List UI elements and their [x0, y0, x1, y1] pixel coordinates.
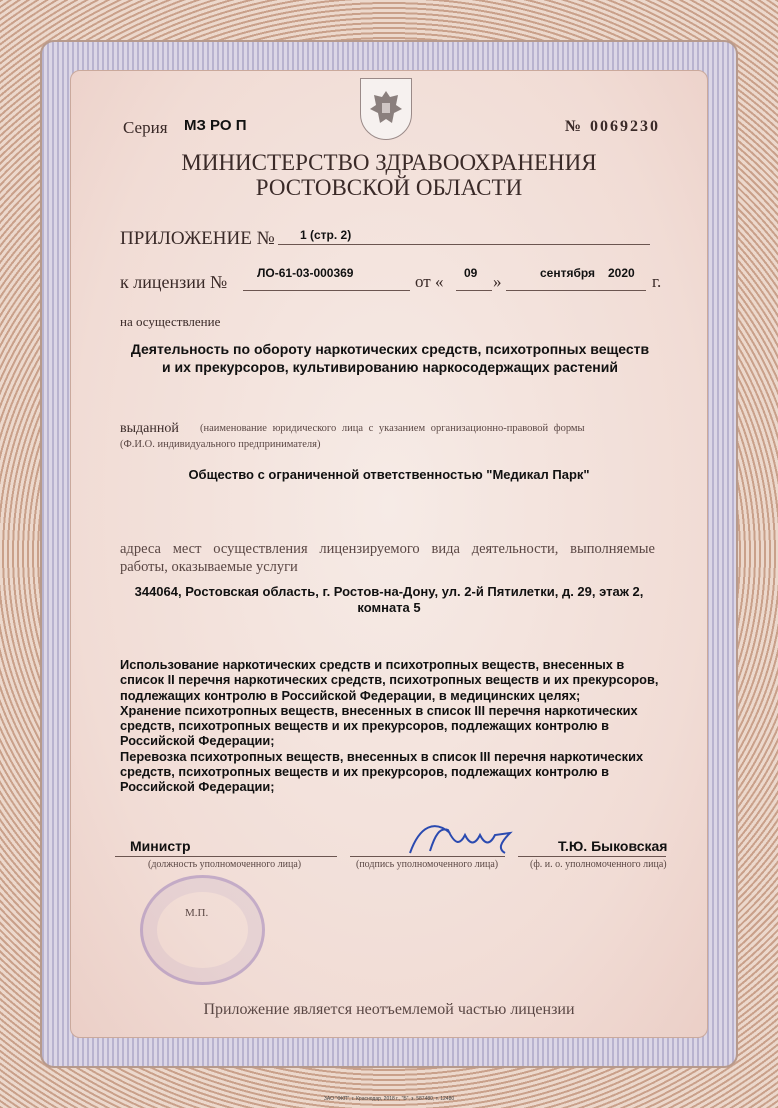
license-year: 2020: [608, 266, 635, 280]
name-hint: (ф. и. о. уполномоченного лица): [530, 859, 667, 870]
printer-imprint: ЗАО "ФКП", г. Краснодар, 2018 г., "Б", з. 587480, т. 12480: [323, 1096, 455, 1102]
footer-note: Приложение является неотъемлемой частью лицензии: [203, 1001, 575, 1018]
license-number: ЛО-61-03-000369: [257, 266, 354, 280]
service-item: Перевозка психотропных веществ, внесенных в список III перечня наркотических средств, психотропных веществ и их прекурсоров, подлежащих контролю в Российской Федерации;: [120, 748, 644, 795]
ministry-line-1: МИНИСТЕРСТВО ЗДРАВООХРАНЕНИЯ: [181, 150, 597, 175]
address-line-1: 344064, Ростовская область, г. Ростов-на-Дону, ул. 2-й Пятилетки, д. 29, этаж 2,: [134, 584, 644, 599]
activity-label: на осуществление: [120, 314, 221, 329]
ministry-line-2: РОСТОВСКОЙ ОБЛАСТИ: [255, 175, 523, 200]
series-label: Серия: [123, 118, 168, 137]
name-underline: [518, 856, 666, 857]
address-value: [0, 584, 778, 616]
issued-label: выданной: [120, 421, 179, 436]
license-month: сентября: [540, 266, 596, 280]
position-underline: [115, 856, 337, 857]
address-label: адреса мест осуществления лицензируемого вида деятельности, выполняемые работы, оказываемые услуги: [120, 541, 655, 575]
close-quote: »: [493, 272, 502, 291]
address-line-2: комната 5: [357, 600, 421, 615]
day-underline: [456, 290, 492, 291]
license-label: к лицензии №: [120, 272, 228, 292]
stamp-place-label: М.П.: [185, 907, 209, 919]
services-list: [120, 657, 660, 795]
series-value: МЗ РО П: [184, 117, 247, 134]
service-item: Использование наркотических средств и психотропных веществ, внесенных в список II перечня наркотических средств, психотропных веществ и их прекурсоров, подлежащих контролю в Российской Федерации, в медицинских целях;: [120, 657, 659, 703]
number-label: №: [565, 118, 582, 135]
activity-text: Деятельность по обороту наркотических средств, психотропных веществ и их прекурсоров, культивированию наркосодержащих растений: [130, 341, 650, 375]
official-stamp: [140, 875, 265, 985]
license-underline: [243, 290, 410, 291]
issued-hint-2: (Ф.И.О. индивидуального предпринимателя): [120, 439, 321, 450]
license-day: 09: [464, 266, 478, 280]
signer-name: Т.Ю. Быковская: [558, 838, 668, 854]
issued-hint-1: (наименование юридического лица с указанием организационно-правовой формы: [200, 423, 585, 434]
from-label: от «: [415, 272, 444, 291]
position-hint: (должность уполномоченного лица): [148, 859, 302, 870]
ministry-title: [0, 150, 778, 200]
blank-number: 0069230: [590, 118, 660, 135]
year-suffix: г.: [652, 272, 662, 291]
signer-position: Министр: [130, 838, 191, 854]
month-underline: [506, 290, 646, 291]
signature-underline: [350, 856, 505, 857]
appendix-underline: [278, 244, 650, 245]
handwritten-signature: [400, 815, 520, 855]
organization-name: Общество с ограниченной ответственностью "Медикал Парк": [188, 467, 590, 482]
appendix-value: 1 (стр. 2): [300, 228, 352, 242]
appendix-label: ПРИЛОЖЕНИЕ №: [120, 228, 275, 249]
signature-hint: (подпись уполномоченного лица): [356, 859, 499, 870]
coat-of-arms-emblem: [360, 78, 412, 140]
service-item: Хранение психотропных веществ, внесенных в список III перечня наркотических средств, психотропных веществ и их прекурсоров, подлежащих контролю в Российской Федерации;: [120, 702, 638, 749]
